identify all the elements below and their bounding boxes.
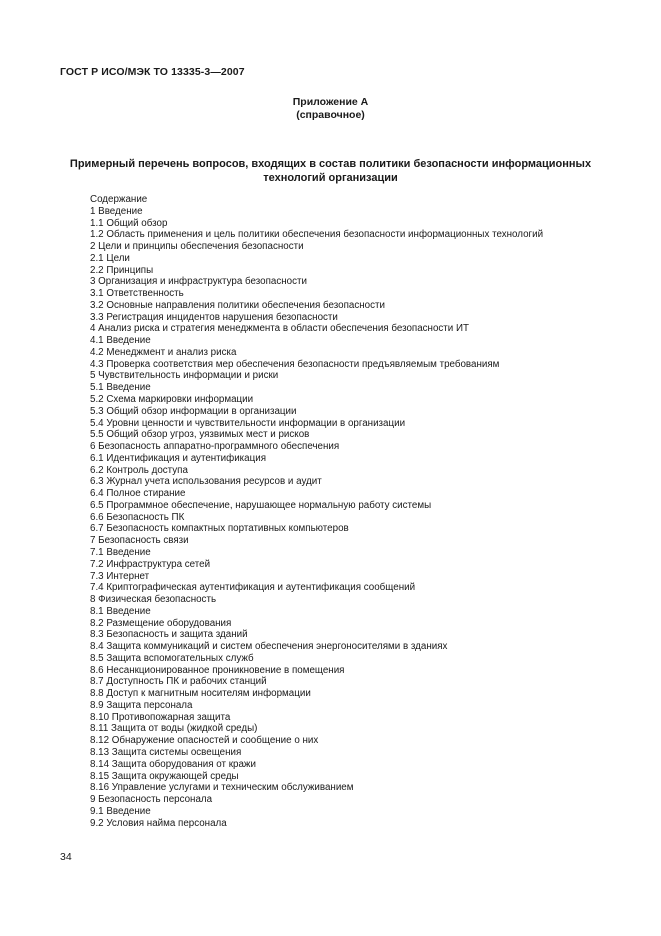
toc-item: 1 Введение bbox=[90, 205, 143, 217]
toc-item: 9.2 Условия найма персонала bbox=[90, 817, 227, 829]
document-title bbox=[40, 157, 621, 185]
standard-header: ГОСТ Р ИСО/МЭК ТО 13335-3—2007 bbox=[60, 66, 245, 78]
toc-item: 3 Организация и инфраструктура безопасности bbox=[90, 276, 307, 288]
toc-item: 8.5 Защита вспомогательных служб bbox=[90, 652, 254, 664]
toc-item: 6.7 Безопасность компактных портативных компьютеров bbox=[90, 523, 349, 535]
document-title-line-1: Примерный перечень вопросов, входящих в состав политики безопасности информационных bbox=[69, 158, 592, 170]
toc-item: 5 Чувствительность информации и риски bbox=[90, 370, 279, 382]
toc-item: 3.3 Регистрация инцидентов нарушения безопасности bbox=[90, 311, 338, 323]
toc-item: 5.1 Введение bbox=[90, 382, 151, 394]
toc-item: 8.14 Защита оборудования от кражи bbox=[90, 758, 256, 770]
toc-item: 8.4 Защита коммуникаций и систем обеспечения энергоносителями в зданиях bbox=[90, 641, 448, 653]
toc-item: 3.1 Ответственность bbox=[90, 288, 184, 300]
annex-note: (справочное) bbox=[296, 109, 365, 121]
toc-item: 9.1 Введение bbox=[90, 805, 151, 817]
toc-item: 5.2 Схема маркировки информации bbox=[90, 394, 254, 406]
toc-item: 8.11 Защита от воды (жидкой среды) bbox=[90, 723, 258, 735]
toc-item: 8.3 Безопасность и защита зданий bbox=[90, 629, 248, 641]
toc-item: 5.5 Общий обзор угроз, уязвимых мест и рисков bbox=[90, 429, 310, 441]
toc-item: 1.2 Область применения и цель политики обеспечения безопасности информационных технологий bbox=[90, 229, 544, 241]
toc-item: 5.3 Общий обзор информации в организации bbox=[90, 405, 297, 417]
toc-item: 8.8 Доступ к магнитным носителям информации bbox=[90, 688, 311, 700]
toc-item: 6.1 Идентификация и аутентификация bbox=[90, 452, 267, 464]
annex-title: Приложение А bbox=[292, 96, 369, 108]
document-title-line-2: технологий организации bbox=[263, 172, 398, 184]
toc-item: 4.1 Введение bbox=[90, 335, 151, 347]
toc-item: 7.4 Криптографическая аутентификация и аутентификация сообщений bbox=[90, 582, 416, 594]
toc-item: 6.2 Контроль доступа bbox=[90, 464, 188, 476]
toc-item: 1.1 Общий обзор bbox=[90, 217, 168, 229]
toc-item: 8.2 Размещение оборудования bbox=[90, 617, 232, 629]
toc-item: 2 Цели и принципы обеспечения безопасности bbox=[90, 241, 304, 253]
toc-item: 8.10 Противопожарная защита bbox=[90, 711, 231, 723]
toc-item: 5.4 Уровни ценности и чувствительности информации в организации bbox=[90, 417, 406, 429]
toc-heading: Содержание bbox=[90, 194, 148, 205]
toc-item: 8 Физическая безопасность bbox=[90, 594, 217, 606]
toc-item: 9 Безопасность персонала bbox=[90, 794, 213, 806]
toc-item: 4.3 Проверка соответствия мер обеспечения безопасности предъявляемым требованиям bbox=[90, 358, 500, 370]
toc-item: 7.2 Инфраструктура сетей bbox=[90, 558, 211, 570]
toc-item: 6.3 Журнал учета использования ресурсов и аудит bbox=[90, 476, 322, 488]
toc-item: 4 Анализ риска и стратегия менеджмента в области обеспечения безопасности ИТ bbox=[90, 323, 470, 335]
toc-item: 2.1 Цели bbox=[90, 252, 130, 264]
toc-item: 8.7 Доступность ПК и рабочих станций bbox=[90, 676, 267, 688]
toc-item: 3.2 Основные направления политики обеспечения безопасности bbox=[90, 299, 385, 311]
toc-item: 8.15 Защита окружающей среды bbox=[90, 770, 239, 782]
toc-item: 8.13 Защита системы освещения bbox=[90, 746, 242, 758]
page-number: 34 bbox=[60, 851, 72, 863]
table-of-contents bbox=[90, 194, 610, 829]
toc-item: 4.2 Менеджмент и анализ риска bbox=[90, 346, 237, 358]
toc-item: 8.6 Несанкционированное проникновение в помещения bbox=[90, 664, 345, 676]
toc-item: 7.3 Интернет bbox=[90, 570, 150, 582]
toc-item: 8.16 Управление услугами и техническим обслуживанием bbox=[90, 782, 354, 794]
toc-item: 2.2 Принципы bbox=[90, 264, 154, 276]
toc-item: 8.1 Введение bbox=[90, 605, 151, 617]
toc-item: 7.1 Введение bbox=[90, 546, 151, 558]
toc-item: 6 Безопасность аппаратно-программного обеспечения bbox=[90, 441, 340, 453]
toc-item: 6.5 Программное обеспечение, нарушающее нормальную работу системы bbox=[90, 499, 432, 511]
toc-item: 7 Безопасность связи bbox=[90, 535, 189, 547]
toc-item: 8.12 Обнаружение опасностей и сообщение о них bbox=[90, 735, 319, 747]
toc-item: 6.6 Безопасность ПК bbox=[90, 511, 185, 523]
toc-item: 8.9 Защита персонала bbox=[90, 699, 193, 711]
toc-item: 6.4 Полное стирание bbox=[90, 488, 186, 500]
